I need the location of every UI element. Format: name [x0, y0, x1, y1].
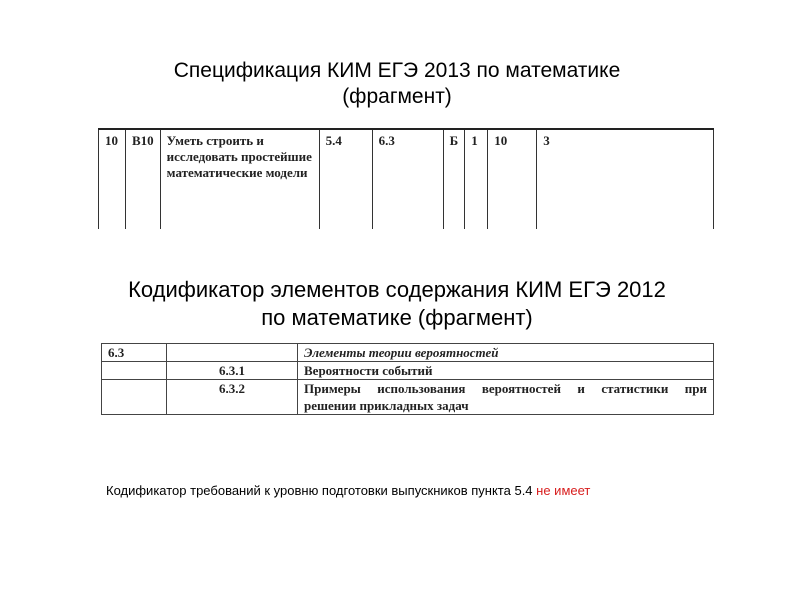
kodifikator-title-line1: Кодификатор элементов содержания КИМ ЕГЭ 2012: [128, 277, 666, 302]
footer-highlight: не имеет: [536, 483, 591, 498]
spec-title-line1: Спецификация КИМ ЕГЭ 2013 по математике: [173, 59, 621, 82]
kodifikator-row: [102, 380, 714, 415]
spec-cell-extra: 3: [537, 130, 714, 229]
spec-table: [98, 128, 714, 229]
kod-subcode: 6.3.1: [167, 362, 298, 380]
kod-subcode: 6.3.2: [167, 380, 298, 415]
spec-cell-time: 10: [488, 130, 537, 229]
kod-code: 6.3: [102, 344, 167, 362]
spec-cell-req-code: 5.4: [319, 130, 372, 229]
spec-cell-task: B10: [126, 130, 161, 229]
spec-cell-number: 10: [99, 130, 126, 229]
kod-text: Вероятности событий: [298, 362, 714, 380]
kodifikator-title-line2: по математике (фрагмент): [261, 304, 533, 330]
kod-text: Элементы теории вероятностей: [298, 344, 714, 362]
footer-note: [106, 483, 590, 498]
kodifikator-row: [102, 344, 714, 362]
spec-title-line2: (фрагмент): [342, 85, 452, 109]
kod-subcode: [167, 344, 298, 362]
spec-cell-score: 1: [465, 130, 488, 229]
spec-cell-content-code: 6.3: [372, 130, 443, 229]
spec-cell-requirement: Уметь строить и исследовать простейшие математические модели: [160, 130, 319, 229]
kodifikator-title: [0, 276, 794, 331]
footer-text: Кодификатор требований к уровню подготовки выпускников пункта 5.4: [106, 483, 537, 498]
spec-cell-level: Б: [443, 130, 465, 229]
kodifikator-row: [102, 362, 714, 380]
kod-code: [102, 362, 167, 380]
spec-row: [99, 130, 714, 229]
kod-text-line2: решении прикладных задач: [304, 398, 469, 413]
spec-title: [0, 58, 794, 111]
kod-text: [298, 380, 714, 415]
kod-text-line1: Примеры использования вероятностей и статистики при: [304, 381, 707, 396]
kodifikator-table: [101, 343, 714, 415]
kod-code: [102, 380, 167, 415]
